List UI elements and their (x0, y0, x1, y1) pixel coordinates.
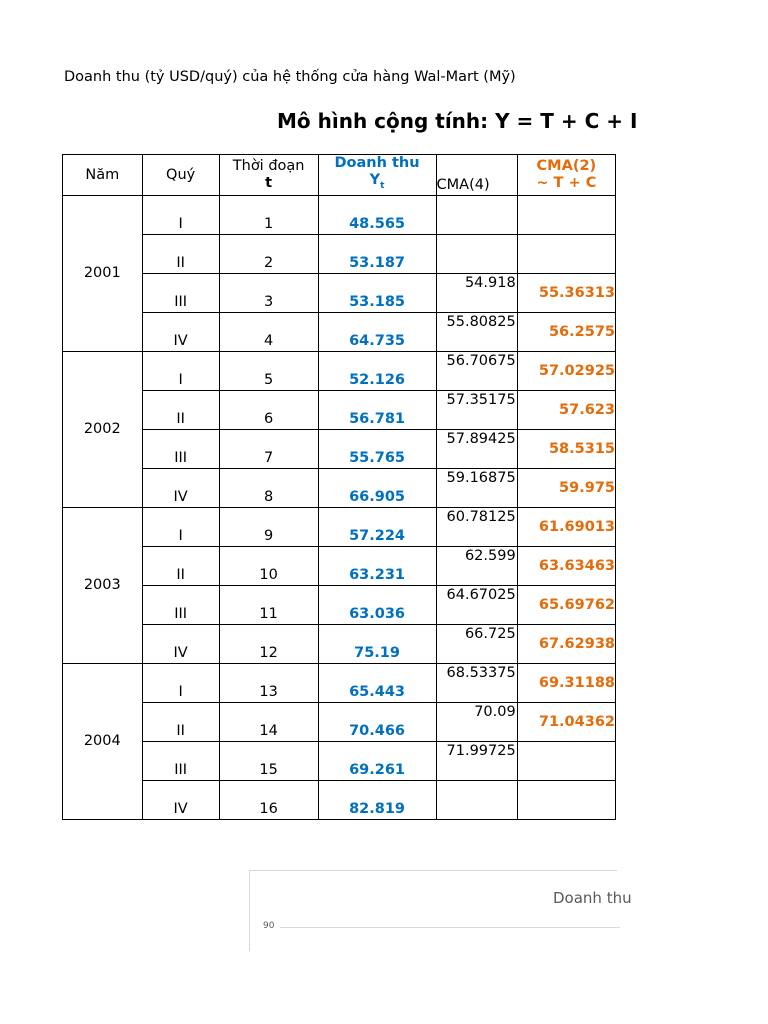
cma4-cell: 59.16875 (436, 468, 517, 507)
revenue-cell: 52.126 (318, 351, 436, 390)
cma4-cell: 66.725 (436, 624, 517, 663)
table-row (63, 585, 616, 624)
period-cell: 5 (219, 351, 318, 390)
header-cma4: CMA(4) (436, 155, 517, 196)
revenue-cell: 75.19 (318, 624, 436, 663)
chart-tick-label: 90 (263, 921, 275, 931)
period-cell: 1 (219, 195, 318, 234)
cma2-cell: 59.975 (517, 468, 615, 507)
cma4-cell: 71.99725 (436, 741, 517, 780)
header-cma2-line1: CMA(2) (536, 157, 597, 174)
revenue-cell: 55.765 (318, 429, 436, 468)
table-row (63, 702, 616, 741)
quarter-cell: I (142, 663, 219, 702)
header-cma2-line2: ~ T + C (536, 174, 597, 191)
cma2-cell (517, 780, 615, 819)
quarter-cell: III (142, 429, 219, 468)
cma4-cell (436, 234, 517, 273)
chart-gridline (280, 927, 620, 928)
chart-title: Doanh thu (553, 889, 632, 907)
table-row (63, 234, 616, 273)
cma2-cell: 71.04362 (517, 702, 615, 741)
revenue-cell: 69.261 (318, 741, 436, 780)
cma2-cell: 55.36313 (517, 273, 615, 312)
cma4-cell: 57.89425 (436, 429, 517, 468)
revenue-cell: 66.905 (318, 468, 436, 507)
cma2-cell: 65.69762 (517, 585, 615, 624)
header-year: Năm (63, 155, 143, 196)
cma4-cell: 70.09 (436, 702, 517, 741)
cma4-cell (436, 780, 517, 819)
cma4-cell: 60.78125 (436, 507, 517, 546)
revenue-cell: 63.231 (318, 546, 436, 585)
cma4-cell: 55.80825 (436, 312, 517, 351)
period-cell: 10 (219, 546, 318, 585)
quarter-cell: IV (142, 468, 219, 507)
model-title: Mô hình cộng tính: Y = T + C + I (277, 109, 638, 133)
table-row (63, 624, 616, 663)
table-body (63, 195, 616, 819)
year-cell: 2003 (63, 507, 143, 663)
year-cell: 2001 (63, 195, 143, 351)
table-row (63, 390, 616, 429)
period-cell: 4 (219, 312, 318, 351)
cma4-cell: 62.599 (436, 546, 517, 585)
cma2-cell (517, 741, 615, 780)
header-revenue-line1: Doanh thu (334, 155, 420, 171)
revenue-cell: 70.466 (318, 702, 436, 741)
table-row (63, 468, 616, 507)
cma4-cell: 68.53375 (436, 663, 517, 702)
cma4-cell (436, 195, 517, 234)
header-row (63, 155, 616, 196)
cma2-cell: 57.623 (517, 390, 615, 429)
period-cell: 6 (219, 390, 318, 429)
quarter-cell: IV (142, 780, 219, 819)
quarter-cell: IV (142, 624, 219, 663)
quarter-cell: II (142, 546, 219, 585)
header-cma2 (517, 155, 615, 196)
cma2-cell (517, 234, 615, 273)
revenue-cell: 48.565 (318, 195, 436, 234)
header-revenue-sub: t (380, 180, 385, 191)
period-cell: 14 (219, 702, 318, 741)
cma4-cell: 56.70675 (436, 351, 517, 390)
cma4-cell: 54.918 (436, 273, 517, 312)
cma4-cell: 64.67025 (436, 585, 517, 624)
cma2-cell: 67.62938 (517, 624, 615, 663)
cma2-cell: 57.02925 (517, 351, 615, 390)
period-cell: 15 (219, 741, 318, 780)
quarter-cell: II (142, 390, 219, 429)
quarter-cell: II (142, 702, 219, 741)
table-row (63, 741, 616, 780)
header-revenue-line2: $Y_t$ (369, 172, 385, 191)
quarter-cell: III (142, 585, 219, 624)
header-quarter: Quý (142, 155, 219, 196)
cma2-cell: 61.69013 (517, 507, 615, 546)
cma2-cell: 56.2575 (517, 312, 615, 351)
table-row (63, 351, 616, 390)
period-cell: 8 (219, 468, 318, 507)
quarter-cell: IV (142, 312, 219, 351)
period-cell: 16 (219, 780, 318, 819)
period-cell: 12 (219, 624, 318, 663)
period-cell: 2 (219, 234, 318, 273)
header-revenue (318, 155, 436, 196)
header-period-line2: t (265, 174, 273, 191)
quarter-cell: III (142, 741, 219, 780)
cma2-cell: 58.5315 (517, 429, 615, 468)
table-row (63, 780, 616, 819)
year-cell: 2004 (63, 663, 143, 819)
table-row (63, 507, 616, 546)
period-cell: 7 (219, 429, 318, 468)
revenue-cell: 82.819 (318, 780, 436, 819)
table-viewport (62, 154, 616, 830)
sheet-caption: Doanh thu (tỷ USD/quý) của hệ thống cửa hàng Wal-Mart (Mỹ) (64, 69, 516, 85)
table-row (63, 312, 616, 351)
revenue-cell: 57.224 (318, 507, 436, 546)
revenue-cell: 64.735 (318, 312, 436, 351)
quarter-cell: I (142, 351, 219, 390)
table-row (63, 663, 616, 702)
period-cell: 9 (219, 507, 318, 546)
chart-preview[interactable] (249, 870, 632, 951)
quarter-cell: III (142, 273, 219, 312)
cma4-cell: 57.35175 (436, 390, 517, 429)
quarter-cell: II (142, 234, 219, 273)
revenue-cell: 56.781 (318, 390, 436, 429)
table-row (63, 429, 616, 468)
header-period (219, 155, 318, 196)
cma2-cell: 69.31188 (517, 663, 615, 702)
period-cell: 13 (219, 663, 318, 702)
header-period-line1: Thời đoạn (232, 157, 305, 174)
cma2-cell (517, 195, 615, 234)
cma2-cell: 63.63463 (517, 546, 615, 585)
revenue-cell: 65.443 (318, 663, 436, 702)
year-cell: 2002 (63, 351, 143, 507)
revenue-cell: 53.187 (318, 234, 436, 273)
quarter-cell: I (142, 507, 219, 546)
quarter-cell: I (142, 195, 219, 234)
period-cell: 3 (219, 273, 318, 312)
table-row (63, 546, 616, 585)
period-cell: 11 (219, 585, 318, 624)
table-row (63, 273, 616, 312)
revenue-cell: 63.036 (318, 585, 436, 624)
revenue-table (62, 154, 616, 820)
table-row (63, 195, 616, 234)
revenue-cell: 53.185 (318, 273, 436, 312)
